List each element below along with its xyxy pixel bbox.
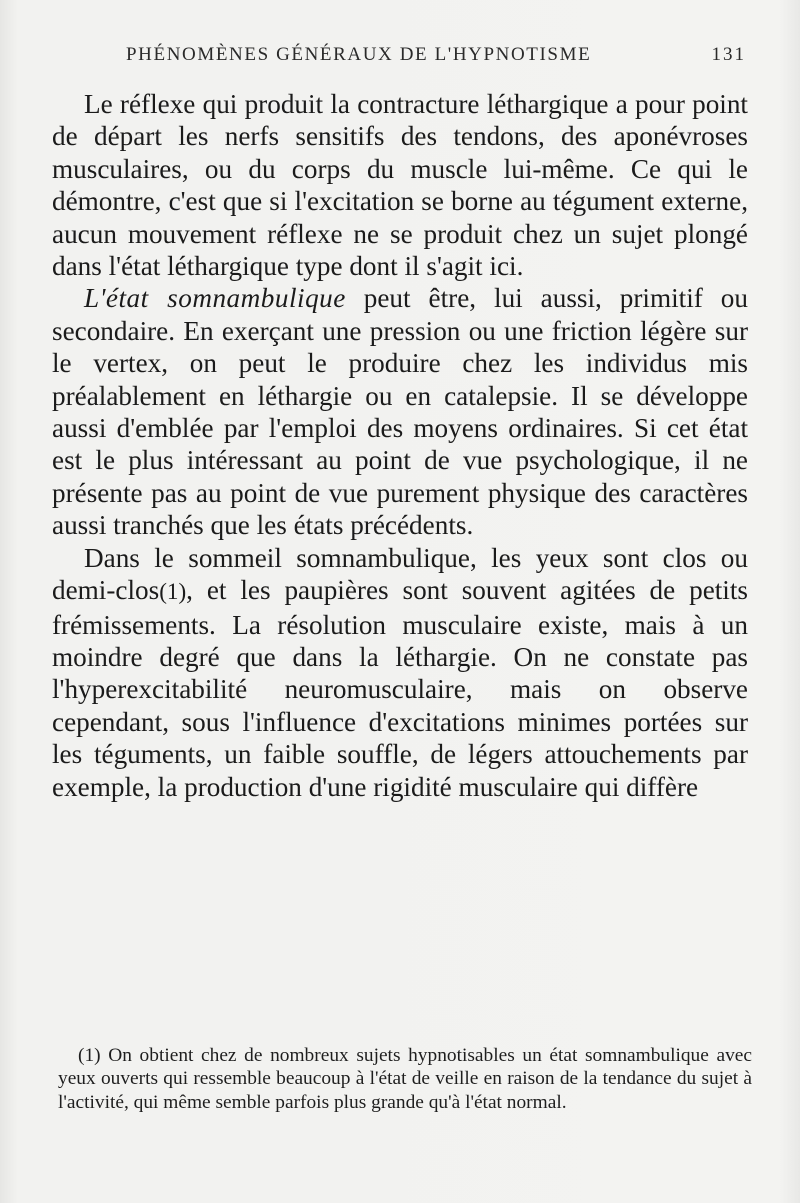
italic-heading-somnambulic-state: L'état somnambulique <box>84 283 346 314</box>
paragraph-reflex <box>52 88 748 282</box>
page-number: 131 <box>711 44 746 65</box>
paragraph-sleep-text-after: , et les paupières sont souvent agitées de petits frémissements. La résolution musculaire existe, mais à un moindre degré que dans la léthargie. On ne constate pas l'hyperexcitabilité neuromusculaire, mais on observe cependant, sous l'influence d'excitations minimes portées sur les téguments, un faible souffle, de légers attouchements par exemple, la production d'une rigidité musculaire qui diffère <box>52 575 748 802</box>
running-head-title: PHÉNOMÈNES GÉNÉRAUX DE L'HYPNOTISME <box>126 44 592 65</box>
paragraph-somnambulic-state <box>52 282 748 541</box>
footnote <box>58 1044 752 1114</box>
paragraph-sleep-text-before: Dans le sommeil somnambulique, les yeux sont clos ou demi-clos <box>52 542 748 606</box>
footnote-text: (1) On obtient chez de nombreux sujets hypnotisables un état somnambulique avec yeux ouverts qui ressemble beaucoup à l'état de veille en raison de la tendance du sujet à l'activité, qui même semble parfois plus grande qu'à l'état normal. <box>58 1045 752 1113</box>
body-text <box>52 88 748 803</box>
paragraph-reflex-text: Le réflexe qui produit la contracture léthargique a pour point de départ les nerfs sensitifs des tendons, des aponévroses musculaires, ou du corps du muscle lui-même. Ce qui le démontre, c'est que si l'excitation se borne au tégument externe, aucun mouvement réflexe ne se produit chez un sujet plongé dans l'état léthargique type dont il s'agit ici. <box>52 89 748 282</box>
paragraph-somnambulic-text: peut être, lui aussi, primitif ou secondaire. En exerçant une pression ou une friction légère sur le vertex, on peut le produire chez les individus mis préalablement en léthargie ou en catalepsie. Il se développe aussi d'emblée par l'emploi des moyens ordinaires. Si cet état est le plus intéressant au point de vue psychologique, il ne présente pas au point de vue purement physique des caractères aussi tranchés que les états précédents. <box>52 283 748 541</box>
footnote-reference: (1) <box>159 579 187 606</box>
running-head <box>126 44 746 70</box>
paragraph-somnambulic-sleep <box>52 542 748 803</box>
